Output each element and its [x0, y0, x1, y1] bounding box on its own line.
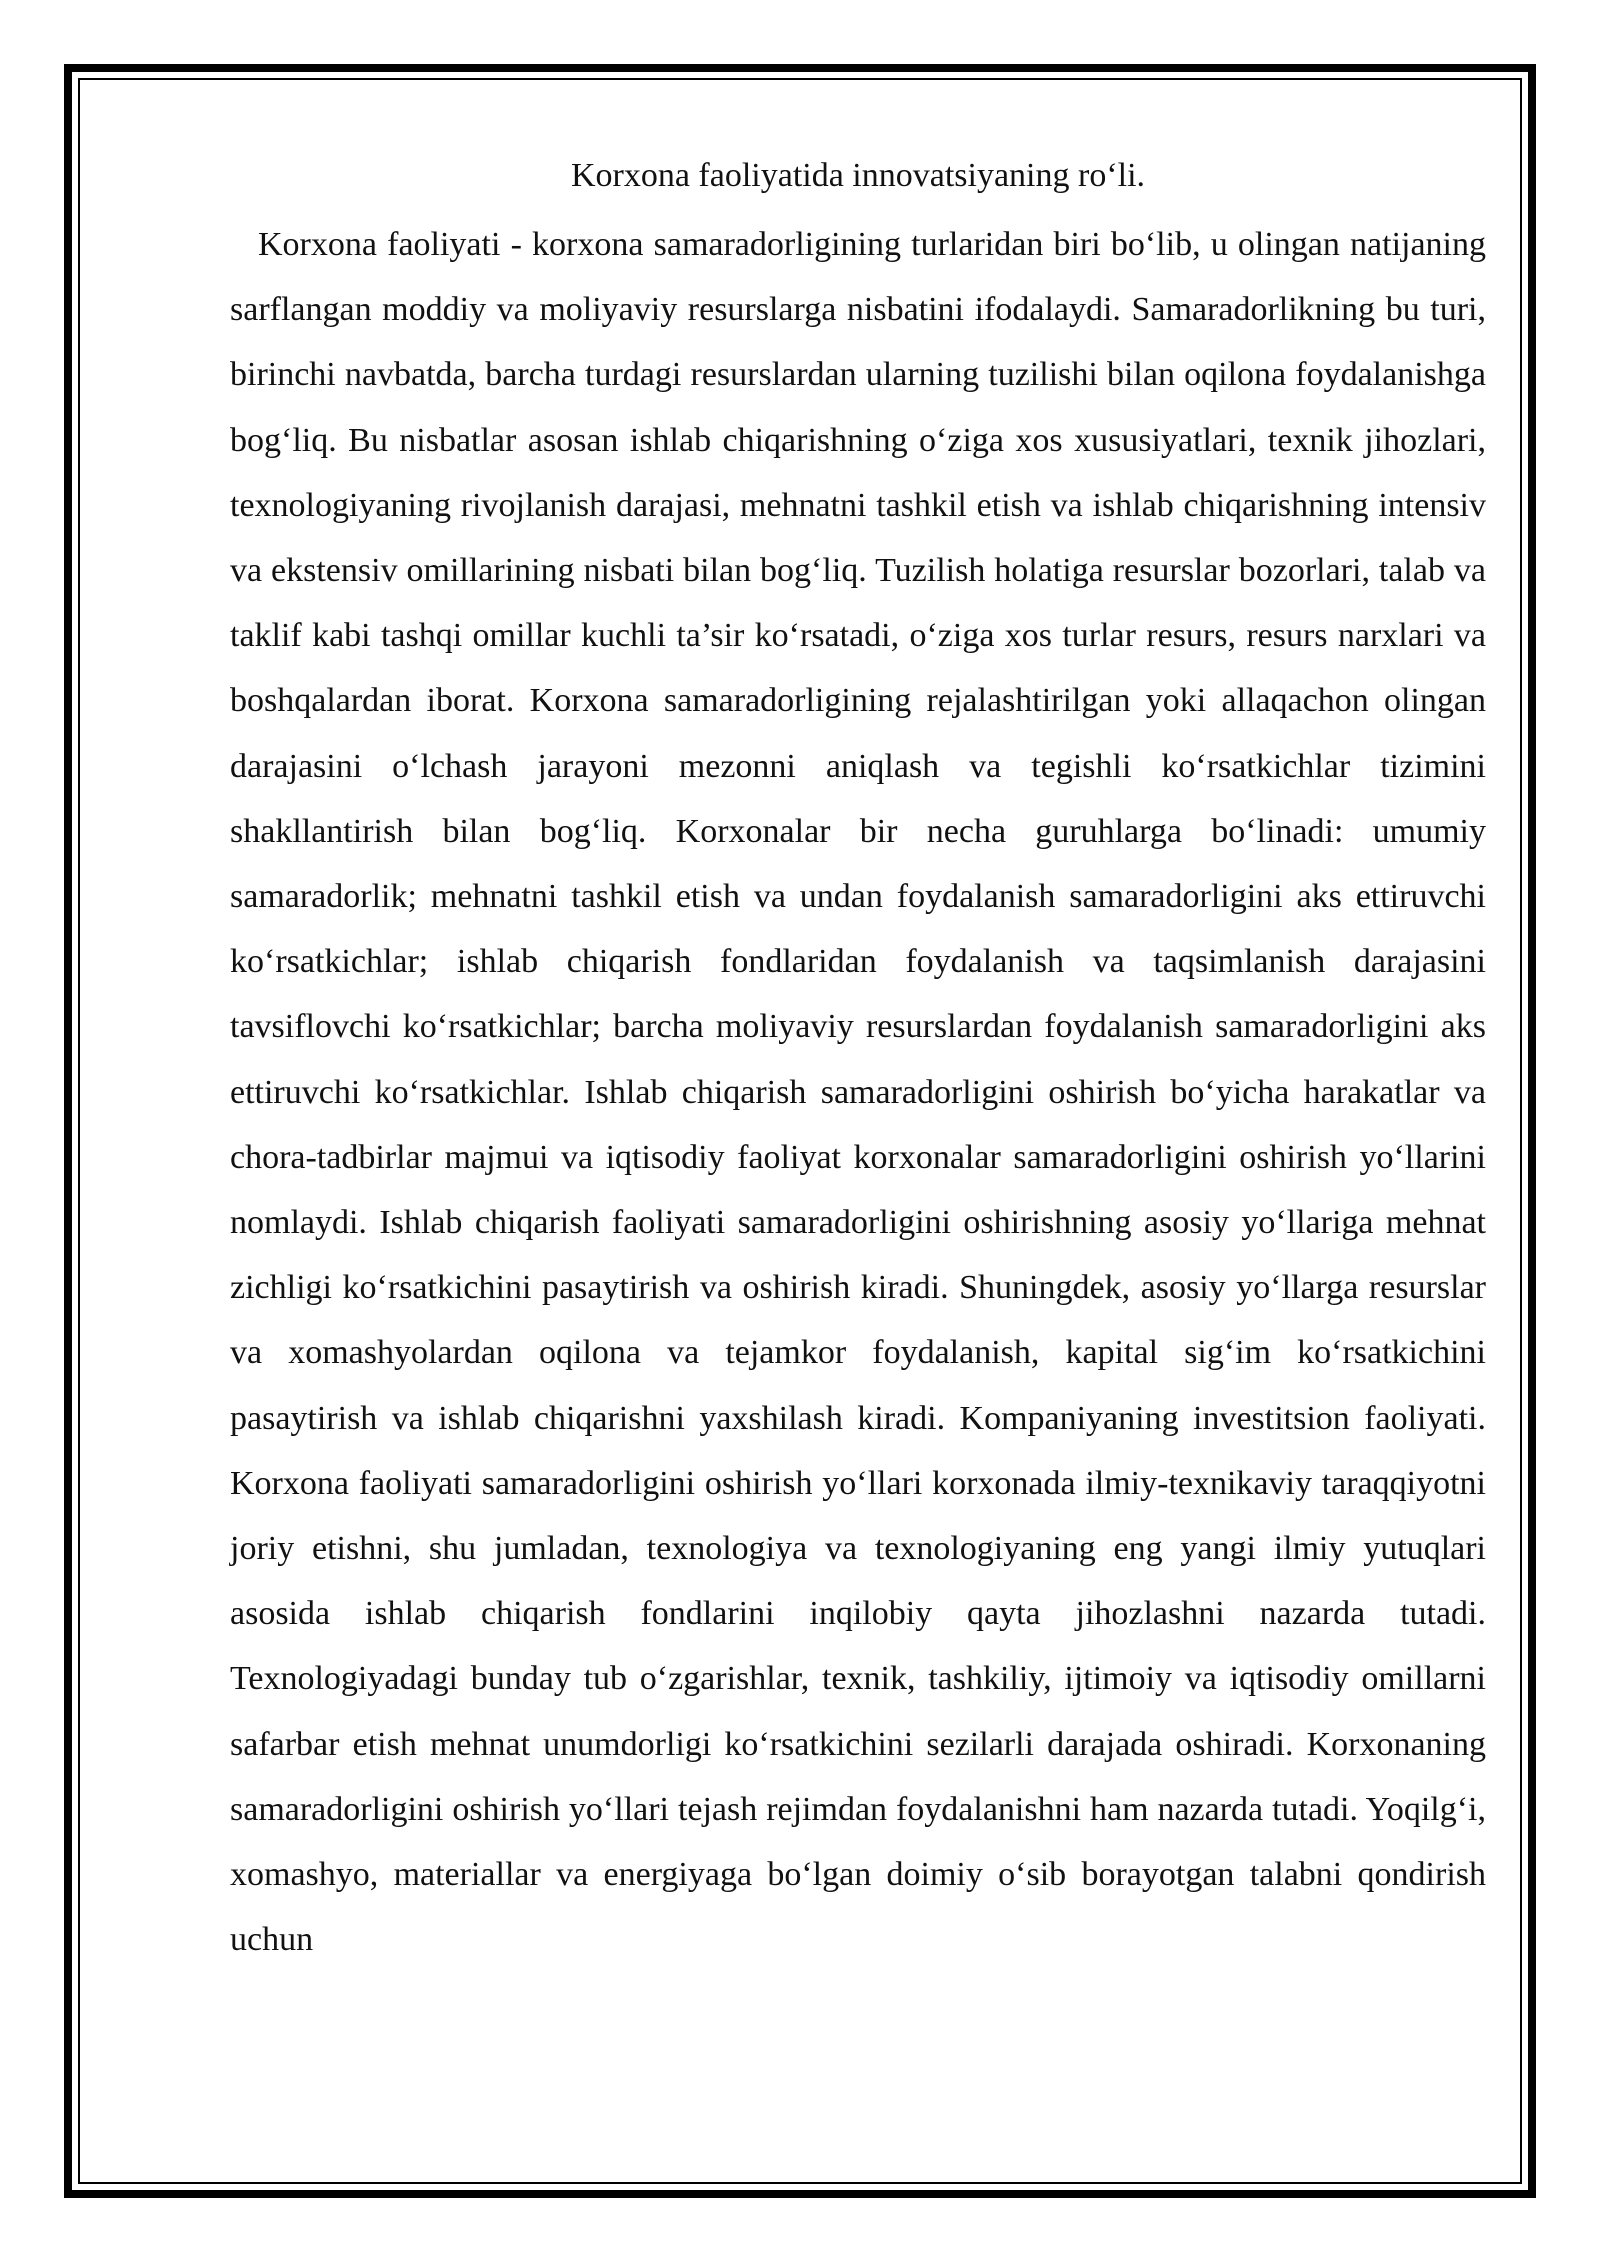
document-title: Korxona faoliyatida innovatsiyaning ro‘li. — [570, 157, 1146, 194]
document-content — [230, 150, 1486, 1972]
document-paragraph: Korxona faoliyati - korxona samaradorligining turlaridan biri bo‘lib, u olingan natijaning sarflangan moddiy va moliyaviy resurslarga nisbatini ifodalaydi. Samaradorlikning bu turi, birinchi navbatda, barcha turdagi resurslardan ularning tuzilishi bilan oqilona foydalanishga bog‘liq. Bu nisbatlar asosan ishlab chiqarishning o‘ziga xos xususiyatlari, texnik jihozlari, texnologiyaning rivojlanish darajasi, mehnatni tashkil etish va ishlab chiqarishning intensiv va ekstensiv omillarining nisbati bilan bog‘liq. Tuzilish holatiga resurslar bozorlari, talab va taklif kabi tashqi omillar kuchli ta’sir ko‘rsatadi, o‘ziga xos turlar resurs, resurs narxlari va boshqalardan iborat. Korxona samaradorligining rejalashtirilgan yoki allaqachon olingan darajasini o‘lchash jarayoni mezonni aniqlash va tegishli ko‘rsatkichlar tizimini shakllantirish bilan bog‘liq. Korxonalar bir necha guruhlarga bo‘linadi: umumiy samaradorlik; mehnatni tashkil etish va undan foydalanish samaradorligini aks ettiruvchi ko‘rsatkichlar; ishlab chiqarish fondlaridan foydalanish va taqsimlanish darajasini tavsiflovchi ko‘rsatkichlar; barcha moliyaviy resurslardan foydalanish samaradorligini aks ettiruvchi ko‘rsatkichlar. Ishlab chiqarish samaradorligini oshirish bo‘yicha harakatlar va chora-tadbirlar majmui va iqtisodiy faoliyat korxonalar samaradorligini oshirish yo‘llarini nomlaydi. Ishlab chiqarish faoliyati samaradorligini oshirishning asosiy yo‘llariga mehnat zichligi ko‘rsatkichini pasaytirish va oshirish kiradi. Shuningdek, asosiy yo‘llarga resurslar va xomashyolardan oqilona va tejamkor foydalanish, kapital sig‘im ko‘rsatkichini pasaytirish va ishlab chiqarishni yaxshilash kiradi. Kompaniyaning investitsion faoliyati. Korxona faoliyati samaradorligini oshirish yo‘llari korxonada ilmiy-texnikaviy taraqqiyotni joriy etishni, shu jumladan, texnologiya va texnologiyaning eng yangi ilmiy yutuqlari asosida ishlab chiqarish fondlarini inqilobiy qayta jihozlashni nazarda tutadi. Texnologiyadagi bunday tub o‘zgarishlar, texnik, tashkiliy, ijtimoiy va iqtisodiy omillarni safarbar etish mehnat unumdorligi ko‘rsatkichini sezilarli darajada oshiradi. Korxonaning samaradorligini oshirish yo‘llari tejash rejimdan foydalanishni ham nazarda tutadi. Yoqilg‘i, xomashyo, materiallar va energiyaga bo‘lgan doimiy o‘sib borayotgan talabni qondirish uchun — [230, 226, 1486, 1959]
